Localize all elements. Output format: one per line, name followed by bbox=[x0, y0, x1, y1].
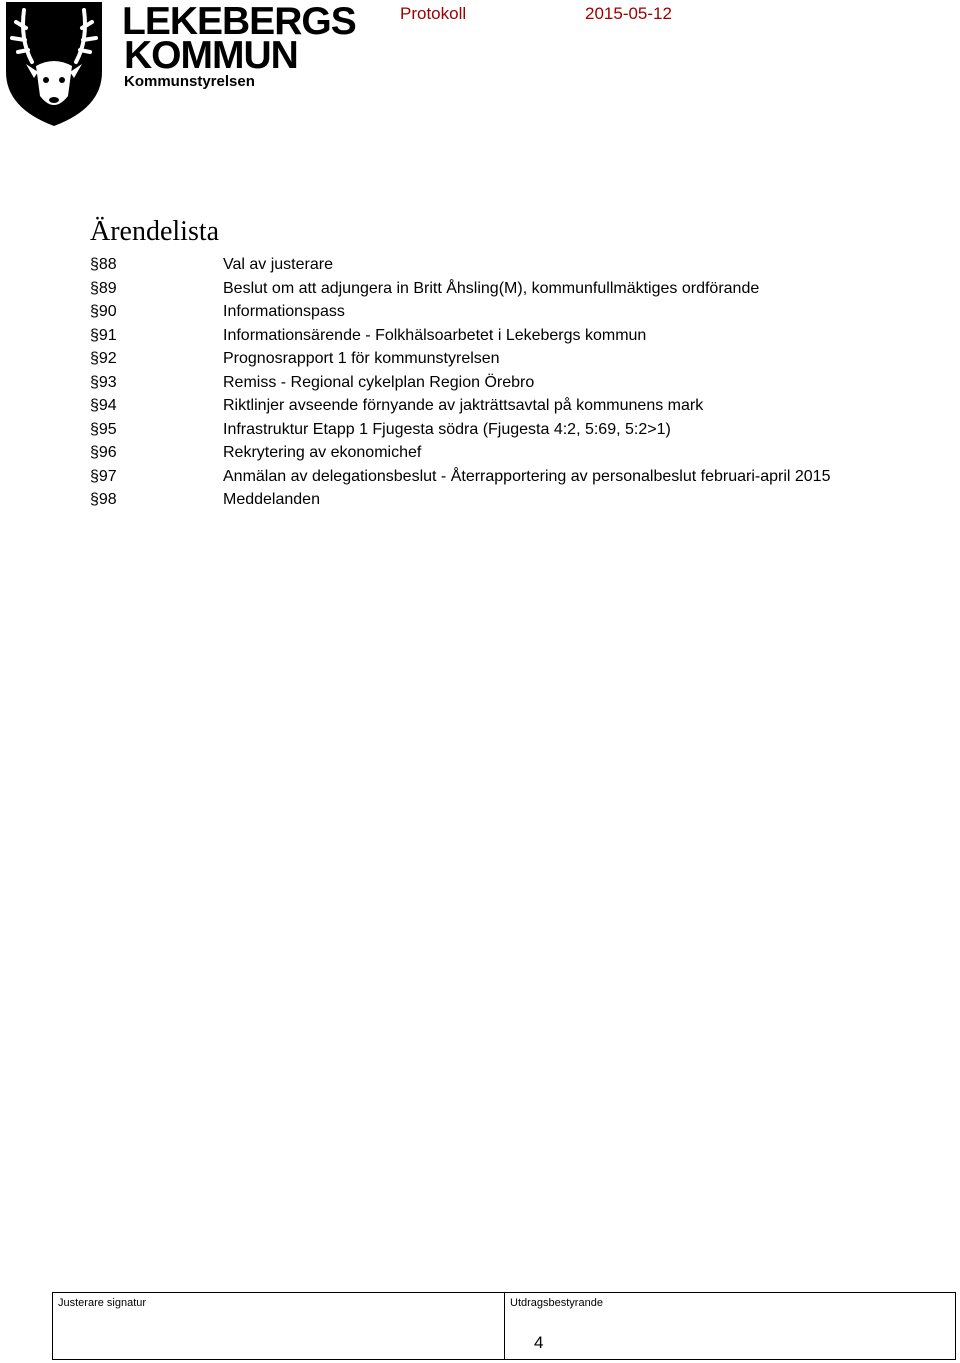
agenda-item bbox=[90, 441, 910, 465]
agenda-item bbox=[90, 394, 910, 418]
agenda-list bbox=[90, 253, 910, 512]
agenda-item-text: Riktlinjer avseende förnyande av jakträttsavtal på kommunens mark bbox=[223, 397, 704, 414]
document-date: 2015-05-12 bbox=[585, 4, 672, 23]
signature-box-justerare bbox=[53, 1293, 505, 1359]
agenda-item bbox=[90, 418, 910, 442]
agenda-item bbox=[90, 371, 910, 395]
agenda-item-text: Beslut om att adjungera in Britt Åhsling(M), kommunfullmäktiges ordförande bbox=[223, 279, 760, 297]
agenda-section-number: §89 bbox=[90, 279, 117, 297]
signature-box-utdrag bbox=[505, 1293, 955, 1359]
agenda-section-number: §95 bbox=[90, 420, 117, 438]
agenda-item bbox=[90, 488, 910, 512]
agenda-item-text: Infrastruktur Etapp 1 Fjugesta södra (Fjugesta 4:2, 5:69, 5:2>1) bbox=[223, 420, 671, 438]
agenda-section-number: §96 bbox=[90, 444, 117, 461]
justerare-label: Justerare signatur bbox=[58, 1297, 147, 1309]
agenda-item-text: Remiss - Regional cykelplan Region Örebro bbox=[223, 373, 535, 391]
agenda-section-number: §98 bbox=[90, 491, 117, 508]
agenda-item-text: Prognosrapport 1 för kommunstyrelsen bbox=[223, 350, 500, 367]
agenda-item-text: Informationspass bbox=[223, 303, 345, 320]
agenda-item-text: Informationsärende - Folkhälsoarbetet i Lekebergs kommun bbox=[223, 326, 647, 344]
agenda-item bbox=[90, 277, 910, 301]
agenda-section-number: §91 bbox=[90, 326, 117, 344]
agenda-section-number: §88 bbox=[90, 256, 117, 273]
agenda-section-number: §90 bbox=[90, 303, 117, 320]
org-name-line2: KOMMUN bbox=[124, 34, 298, 77]
deer-head-shield-icon bbox=[2, 0, 108, 128]
org-name-line1: LEKEBERGS bbox=[122, 0, 356, 43]
agenda-section-number: §92 bbox=[90, 350, 117, 367]
agenda-item bbox=[90, 465, 910, 489]
document-type: Protokoll bbox=[400, 4, 467, 23]
agenda-item bbox=[90, 324, 910, 348]
signature-footer bbox=[52, 1292, 956, 1360]
agenda-item bbox=[90, 300, 910, 324]
page-title: Ärendelista bbox=[90, 216, 220, 247]
agenda-section-number: §93 bbox=[90, 373, 117, 391]
agenda-item-text: Anmälan av delegationsbeslut - Återrapportering av personalbeslut februari-april 2015 bbox=[223, 467, 831, 485]
agenda-item-text: Rekrytering av ekonomichef bbox=[223, 444, 422, 461]
org-subtitle: Kommunstyrelsen bbox=[124, 73, 255, 90]
agenda-section-number: §97 bbox=[90, 467, 117, 485]
agenda-section-number: §94 bbox=[90, 397, 117, 414]
agenda-item bbox=[90, 253, 910, 277]
agenda-item-text: Val av justerare bbox=[223, 256, 333, 273]
utdrag-label: Utdragsbestyrande bbox=[510, 1297, 603, 1309]
agenda-item bbox=[90, 347, 910, 371]
agenda-item-text: Meddelanden bbox=[223, 491, 320, 508]
page-number: 4 bbox=[534, 1333, 544, 1352]
